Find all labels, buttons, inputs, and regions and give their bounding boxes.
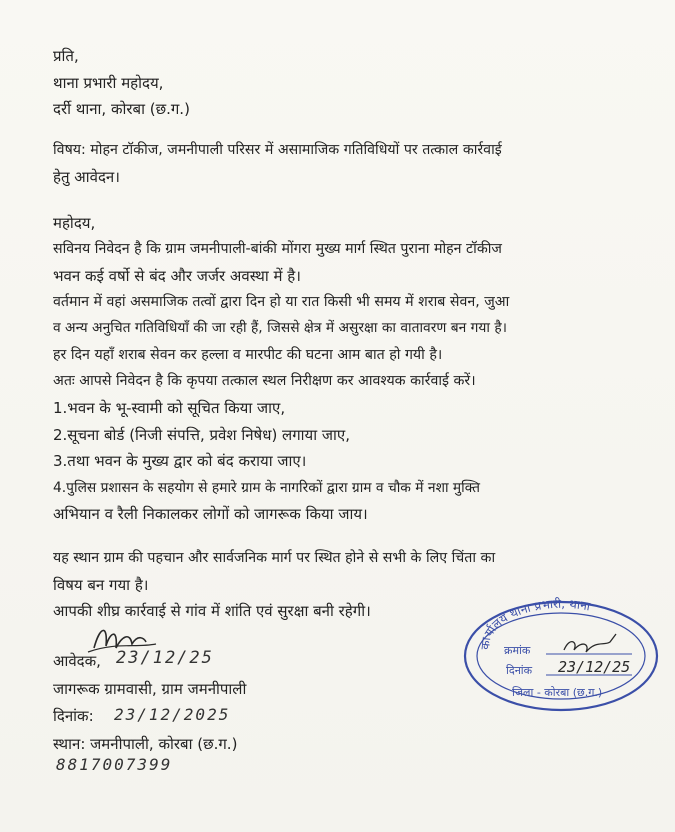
body-line: भवन कई वर्षो से बंद और जर्जर अवस्था में है।: [53, 267, 301, 285]
list-item: अभियान व रैली निकालकर लोगों को जागरूक किया जाय।: [53, 505, 368, 523]
salutation: महोदय,: [53, 214, 96, 232]
body-line: वर्तमान में वहां असमाजिक तत्वों द्वारा दिन हो या रात किसी भी समय में शराब सेवन, जुआ: [53, 294, 510, 310]
closing-line: विषय बन गया है।: [53, 576, 149, 594]
subject-line: विषय: मोहन टॉकीज, जमनीपाली परिसर में असामाजिक गतिविधियों पर तत्काल कार्रवाई: [53, 142, 502, 158]
signature-date: 23/12/25: [116, 648, 214, 668]
body-line: हर दिन यहाँ शराब सेवन कर हल्ला व मारपीट की घटना आम बात हो गयी है।: [53, 347, 443, 363]
recipient-line: दर्री थाना, कोरबा (छ.ग.): [53, 100, 190, 118]
closing-line: यह स्थान ग्राम की पहचान और सार्वजनिक मार्ग पर स्थित होने से सभी के लिए चिंता का: [53, 550, 496, 566]
body-line: व अन्य अनुचित गतिविधियाँ की जा रही हैं, जिससे क्षेत्र में असुरक्षा का वातावरण बन गया है।: [53, 320, 507, 336]
list-item: 3.तथा भवन के मुख्य द्वार को बंद कराया जाए।: [53, 452, 307, 470]
recipient-line: थाना प्रभारी महोदय,: [53, 74, 164, 92]
list-item: 2.सूचना बोर्ड (निजी संपत्ति, प्रवेश निषेध) लगाया जाए,: [53, 426, 350, 444]
stamp-serial-label: क्रमांक: [504, 644, 531, 657]
stamp-bottom-text: जिला - कोरबा (छ.ग.): [512, 686, 603, 699]
stamp-date-label: दिनांक: [506, 664, 533, 677]
stamp-arc-text: कार्यालय थाना प्रभारी, थाना: [478, 596, 592, 651]
recipient-line: प्रति,: [53, 47, 79, 65]
office-stamp: [462, 598, 660, 714]
list-item: 4.पुलिस प्रशासन के सहयोग से हमारे ग्राम के नागरिकों द्वारा ग्राम व चौक में नशा मुक्ति: [53, 480, 481, 496]
date-label: दिनांक:: [53, 707, 94, 725]
subject-line: हेतु आवेदन।: [53, 168, 120, 186]
place-line: स्थान: जमनीपाली, कोरबा (छ.ग.): [53, 735, 238, 753]
phone-number: 8817007399: [56, 755, 173, 774]
applicant-label: आवेदक,: [53, 652, 101, 670]
closing-line: आपकी शीघ्र कार्रवाई से गांव में शांति एवं सुरक्षा बनी रहेगी।: [53, 602, 371, 620]
applicant-name: जागरूक ग्रामवासी, ग्राम जमनीपाली: [53, 680, 247, 698]
date-value: 23/12/2025: [114, 705, 231, 724]
stamp-date-value: 23/12/25: [558, 658, 631, 676]
list-item: 1.भवन के भू-स्वामी को सूचित किया जाए,: [53, 399, 286, 417]
body-line: अतः आपसे निवेदन है कि कृपया तत्काल स्थल निरीक्षण कर आवश्यक कार्रवाई करें।: [53, 373, 476, 389]
body-line: सविनय निवेदन है कि ग्राम जमनीपाली-बांकी मोंगरा मुख्य मार्ग स्थित पुराना मोहन टॉकीज: [53, 241, 502, 257]
